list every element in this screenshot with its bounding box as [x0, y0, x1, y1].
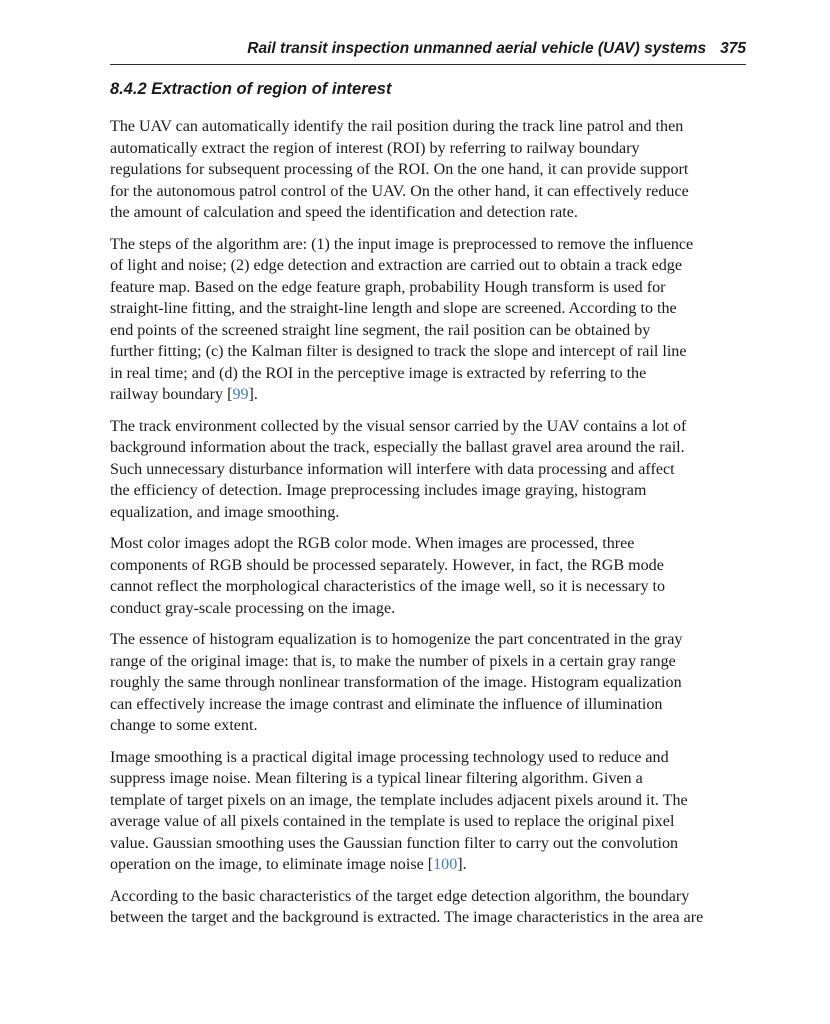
text-line: conduct gray-scale processing on the image.: [110, 599, 396, 617]
citation-link[interactable]: 99: [232, 386, 249, 403]
paragraph: [110, 416, 750, 524]
text-line: equalization, and image smoothing.: [110, 503, 340, 521]
text-line: can effectively increase the image contrast and eliminate the influence of illumination: [110, 695, 663, 713]
text-line: background information about the track, especially the ballast gravel area around the rail.: [110, 439, 685, 456]
paragraph: [110, 234, 750, 406]
text-line: of light and noise; (2) edge detection and extraction are carried out to obtain a track edge: [110, 257, 682, 274]
text-line: template of target pixels on an image, the template includes adjacent pixels around it. The: [110, 791, 688, 809]
text-line: The UAV can automatically identify the rail position during the track line patrol and then: [110, 118, 684, 135]
text-fragment: railway boundary [: [110, 386, 233, 403]
text-line: feature map. Based on the edge feature graph, probability Hough transform is used for: [110, 278, 666, 296]
text-line: automatically extract the region of interest (ROI) by referring to railway boundary: [110, 139, 640, 157]
text-line: for the autonomous patrol control of the UAV. On the other hand, it can effectively reduce: [110, 182, 689, 200]
text-line: range of the original image: that is, to make the number of pixels in a certain gray range: [110, 652, 676, 670]
paragraph: [110, 886, 750, 929]
text-line: end points of the screened straight line segment, the rail position can be obtained by: [110, 321, 651, 339]
paragraph: [110, 747, 750, 876]
text-line: suppress image noise. Mean filtering is a typical linear filtering algorithm. Given a: [110, 770, 643, 787]
paragraph: [110, 533, 750, 619]
text-fragment: operation on the image, to eliminate image noise [: [110, 856, 434, 873]
text-line: Image smoothing is a practical digital image processing technology used to reduce and: [110, 748, 669, 766]
text-line: roughly the same through nonlinear transformation of the image. Histogram equalization: [110, 674, 682, 691]
paragraph: [110, 629, 750, 737]
text-line: Most color images adopt the RGB color mode. When images are processed, three: [110, 535, 635, 552]
text-line: in real time; and (d) the ROI in the perceptive image is extracted by referring to the: [110, 364, 647, 382]
text-fragment: ].: [248, 386, 258, 403]
section-heading: 8.4.2 Extraction of region of interest: [110, 80, 392, 98]
text-line: Such unnecessary disturbance information will interfere with data processing and affect: [110, 460, 675, 478]
text-line: average value of all pixels contained in the template is used to replace the original pixel: [110, 813, 675, 830]
citation-link[interactable]: 100: [433, 856, 458, 873]
text-line: straight-line fitting, and the straight-line length and slope are screened. According to the: [110, 300, 677, 317]
text-line: [110, 854, 750, 876]
text-line: The essence of histogram equalization is to homogenize the part concentrated in the gray: [110, 631, 683, 648]
running-header: [110, 36, 746, 65]
text-line: regulations for subsequent processing of the ROI. On the one hand, it can provide support: [110, 161, 689, 178]
text-line: cannot reflect the morphological characteristics of the image well, so it is necessary to: [110, 578, 666, 595]
text-line: further fitting; (c) the Kalman filter is designed to track the slope and intercept of rail line: [110, 343, 687, 360]
text-line: [110, 384, 750, 406]
text-line: value. Gaussian smoothing uses the Gaussian function filter to carry out the convolution: [110, 834, 679, 852]
text-line: components of RGB should be processed separately. However, in fact, the RGB mode: [110, 556, 664, 574]
text-line: The steps of the algorithm are: (1) the input image is preprocessed to remove the influence: [110, 235, 694, 253]
text-line: the amount of calculation and speed the identification and detection rate.: [110, 204, 578, 221]
text-line: The track environment collected by the visual sensor carried by the UAV contains a lot of: [110, 417, 687, 435]
page-number: 375: [720, 40, 746, 57]
text-line: between the target and the background is extracted. The image characteristics in the area are: [110, 909, 704, 926]
running-title: Rail transit inspection unmanned aerial vehicle (UAV) systems: [247, 40, 707, 57]
body-text: [110, 116, 750, 939]
text-fragment: ].: [457, 856, 467, 873]
text-line: According to the basic characteristics of the target edge detection algorithm, the boundary: [110, 887, 690, 905]
text-line: change to some extent.: [110, 717, 258, 734]
paragraph: [110, 116, 750, 224]
text-line: the efficiency of detection. Image preprocessing includes image graying, histogram: [110, 482, 647, 499]
